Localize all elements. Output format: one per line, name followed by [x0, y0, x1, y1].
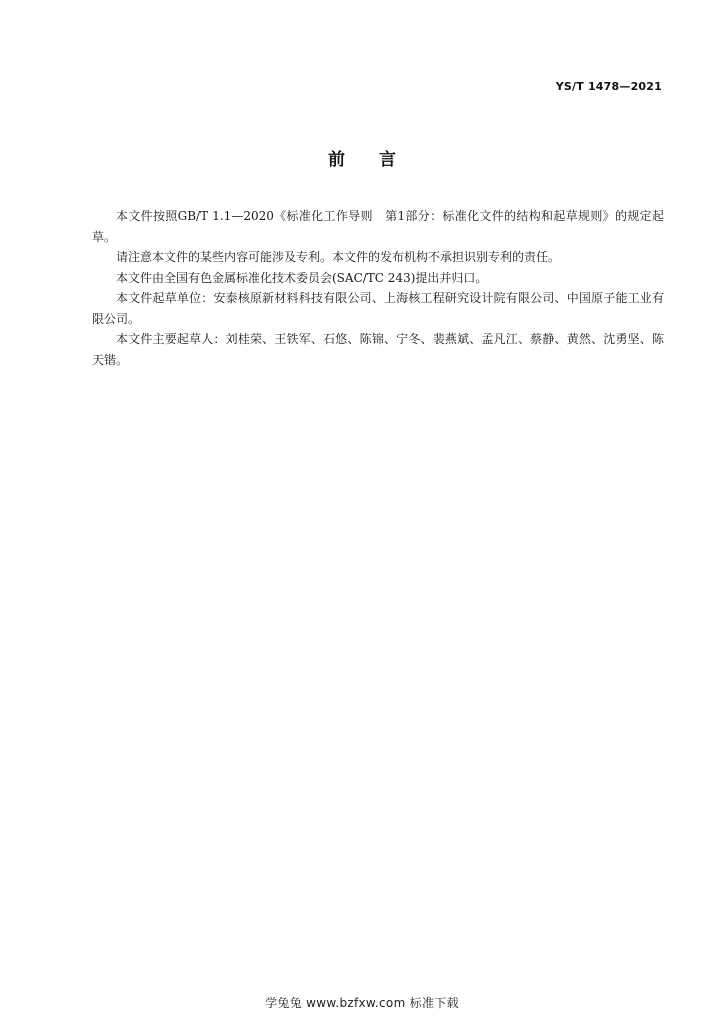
paragraph-drafting-units: 本文件起草单位：安泰核原新材料科技有限公司、上海核工程研究设计院有限公司、中国原子能工业有限公司。 [92, 291, 664, 326]
preface-body [92, 206, 664, 370]
standard-number: YS/T 1478—2021 [555, 80, 662, 93]
paragraph-drafting-rules: 本文件按照GB/T 1.1—2020《标准化工作导则 第1部分：标准化文件的结构和起草规则》的规定起草。 [92, 209, 664, 244]
paragraph-drafters: 本文件主要起草人：刘桂荣、王铁军、石悠、陈锦、宁冬、裴燕斌、孟凡江、蔡静、黄然、沈勇坚、陈天锴。 [92, 332, 664, 367]
paragraph-patent-notice: 请注意本文件的某些内容可能涉及专利。本文件的发布机构不承担识别专利的责任。 [116, 250, 561, 264]
page-title: 前言 [328, 150, 430, 170]
paragraph-proposer: 本文件由全国有色金属标准化技术委员会(SAC/TC 243)提出并归口。 [116, 270, 488, 285]
footer-watermark: 学兔兔 www.bzfxw.com 标准下载 [265, 996, 459, 1010]
